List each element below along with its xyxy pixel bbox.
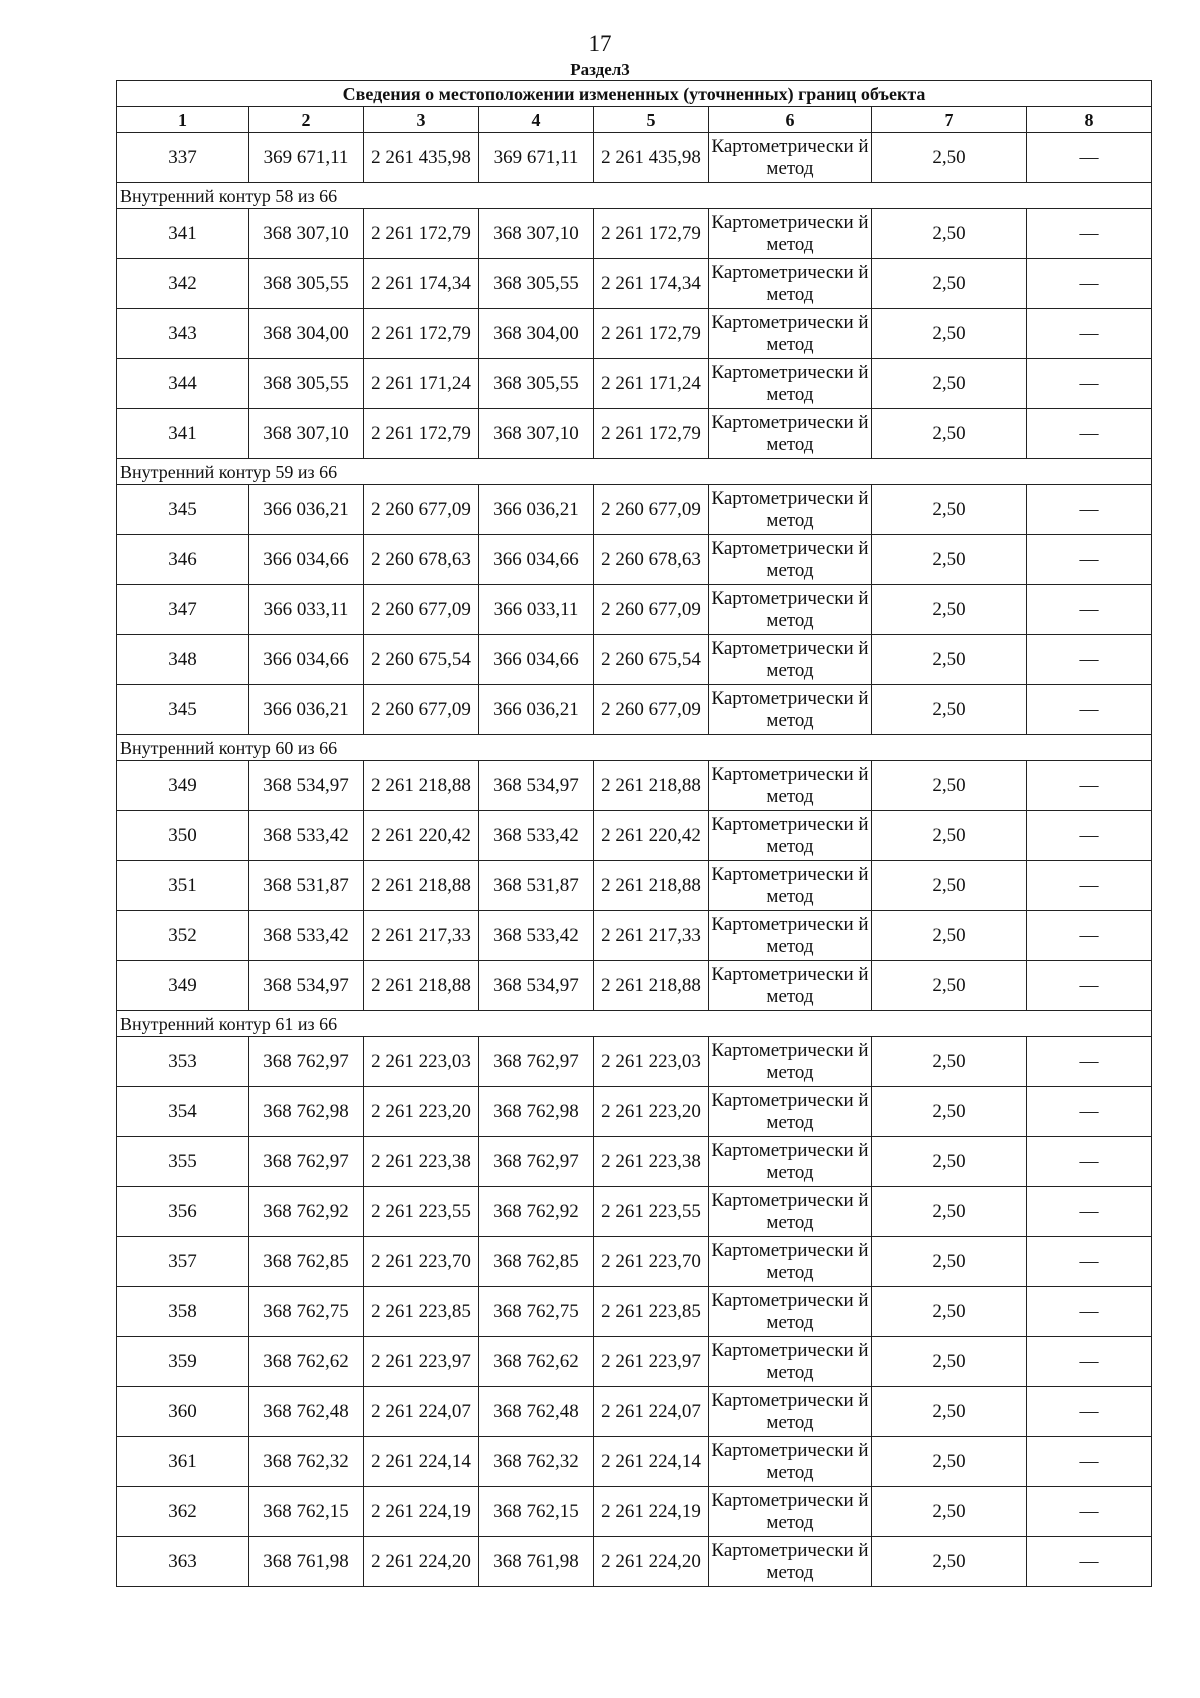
cell-method: Картометрически й метод (709, 535, 872, 585)
table-row (117, 259, 1152, 309)
cell-new-x: 368 762,97 (479, 1037, 594, 1087)
table-row (117, 1337, 1152, 1387)
cell-old-y: 2 260 678,63 (364, 535, 479, 585)
cell-new-x: 368 762,32 (479, 1437, 594, 1487)
cell-new-x: 366 034,66 (479, 535, 594, 585)
column-number: 1 (117, 107, 249, 133)
table-row (117, 1237, 1152, 1287)
cell-method: Картометрически й метод (709, 1237, 872, 1287)
cell-method: Картометрически й метод (709, 1187, 872, 1237)
cell-description: — (1027, 133, 1152, 183)
table-row (117, 409, 1152, 459)
cell-point-number: 358 (117, 1287, 249, 1337)
column-number: 2 (249, 107, 364, 133)
cell-description: — (1027, 811, 1152, 861)
cell-accuracy: 2,50 (872, 359, 1027, 409)
cell-old-y: 2 261 223,70 (364, 1237, 479, 1287)
table-row (117, 1087, 1152, 1137)
cell-description: — (1027, 259, 1152, 309)
cell-old-y: 2 261 223,03 (364, 1037, 479, 1087)
column-number: 5 (594, 107, 709, 133)
cell-point-number: 344 (117, 359, 249, 409)
cell-new-y: 2 261 223,03 (594, 1037, 709, 1087)
contour-header-row (117, 1011, 1152, 1037)
cell-description: — (1027, 635, 1152, 685)
cell-method: Картометрически й метод (709, 409, 872, 459)
cell-new-y: 2 261 217,33 (594, 911, 709, 961)
cell-method: Картометрически й метод (709, 359, 872, 409)
cell-method: Картометрически й метод (709, 1537, 872, 1587)
cell-new-y: 2 260 678,63 (594, 535, 709, 585)
table-body (117, 81, 1152, 1587)
cell-method: Картометрически й метод (709, 209, 872, 259)
cell-new-y: 2 261 218,88 (594, 761, 709, 811)
cell-old-y: 2 261 218,88 (364, 761, 479, 811)
cell-point-number: 341 (117, 409, 249, 459)
cell-new-x: 368 762,92 (479, 1187, 594, 1237)
cell-old-x: 368 762,97 (249, 1137, 364, 1187)
cell-new-x: 368 762,98 (479, 1087, 594, 1137)
cell-old-x: 368 762,48 (249, 1387, 364, 1437)
cell-method: Картометрически й метод (709, 1037, 872, 1087)
cell-accuracy: 2,50 (872, 811, 1027, 861)
cell-point-number: 354 (117, 1087, 249, 1137)
cell-new-y: 2 261 223,38 (594, 1137, 709, 1187)
table-row (117, 485, 1152, 535)
cell-point-number: 342 (117, 259, 249, 309)
cell-method: Картометрически й метод (709, 1437, 872, 1487)
cell-old-y: 2 261 435,98 (364, 133, 479, 183)
cell-description: — (1027, 1337, 1152, 1387)
cell-method: Картометрически й метод (709, 1487, 872, 1537)
cell-point-number: 360 (117, 1387, 249, 1437)
cell-old-x: 366 034,66 (249, 535, 364, 585)
cell-new-y: 2 261 224,07 (594, 1387, 709, 1437)
table-row (117, 359, 1152, 409)
cell-old-y: 2 261 220,42 (364, 811, 479, 861)
cell-old-y: 2 261 217,33 (364, 911, 479, 961)
table-row (117, 911, 1152, 961)
cell-new-x: 368 305,55 (479, 359, 594, 409)
cell-old-x: 368 761,98 (249, 1537, 364, 1587)
cell-old-y: 2 261 174,34 (364, 259, 479, 309)
contour-header-row (117, 459, 1152, 485)
column-number: 3 (364, 107, 479, 133)
cell-point-number: 362 (117, 1487, 249, 1537)
cell-accuracy: 2,50 (872, 685, 1027, 735)
cell-new-y: 2 261 223,55 (594, 1187, 709, 1237)
cell-old-y: 2 261 223,97 (364, 1337, 479, 1387)
cell-accuracy: 2,50 (872, 209, 1027, 259)
cell-point-number: 343 (117, 309, 249, 359)
column-number-row (117, 107, 1152, 133)
cell-old-x: 368 531,87 (249, 861, 364, 911)
cell-description: — (1027, 1537, 1152, 1587)
cell-old-x: 368 762,15 (249, 1487, 364, 1537)
cell-description: — (1027, 1287, 1152, 1337)
cell-new-y: 2 261 218,88 (594, 861, 709, 911)
cell-method: Картометрически й метод (709, 585, 872, 635)
cell-new-x: 366 036,21 (479, 485, 594, 535)
cell-old-y: 2 261 223,38 (364, 1137, 479, 1187)
cell-new-y: 2 261 171,24 (594, 359, 709, 409)
cell-method: Картометрически й метод (709, 1137, 872, 1187)
column-number: 4 (479, 107, 594, 133)
cell-new-x: 368 304,00 (479, 309, 594, 359)
cell-accuracy: 2,50 (872, 1187, 1027, 1237)
cell-old-x: 368 305,55 (249, 259, 364, 309)
cell-description: — (1027, 409, 1152, 459)
cell-description: — (1027, 535, 1152, 585)
cell-point-number: 356 (117, 1187, 249, 1237)
cell-old-x: 368 307,10 (249, 409, 364, 459)
cell-new-y: 2 260 677,09 (594, 685, 709, 735)
cell-new-x: 368 305,55 (479, 259, 594, 309)
cell-old-y: 2 261 224,20 (364, 1537, 479, 1587)
cell-new-x: 368 761,98 (479, 1537, 594, 1587)
cell-method: Картометрически й метод (709, 761, 872, 811)
cell-description: — (1027, 1037, 1152, 1087)
cell-old-x: 368 307,10 (249, 209, 364, 259)
cell-old-x: 366 034,66 (249, 635, 364, 685)
cell-old-y: 2 261 223,85 (364, 1287, 479, 1337)
contour-label: Внутренний контур 60 из 66 (117, 735, 1152, 761)
coordinates-table (116, 80, 1152, 1587)
cell-new-y: 2 261 223,85 (594, 1287, 709, 1337)
cell-point-number: 346 (117, 535, 249, 585)
cell-accuracy: 2,50 (872, 309, 1027, 359)
table-row (117, 1487, 1152, 1537)
cell-old-y: 2 260 677,09 (364, 585, 479, 635)
cell-old-y: 2 261 218,88 (364, 861, 479, 911)
cell-new-y: 2 261 220,42 (594, 811, 709, 861)
cell-old-x: 368 534,97 (249, 961, 364, 1011)
table-row (117, 761, 1152, 811)
cell-old-x: 369 671,11 (249, 133, 364, 183)
cell-description: — (1027, 961, 1152, 1011)
cell-point-number: 359 (117, 1337, 249, 1387)
cell-accuracy: 2,50 (872, 1537, 1027, 1587)
cell-accuracy: 2,50 (872, 911, 1027, 961)
table-row (117, 535, 1152, 585)
cell-new-x: 368 762,48 (479, 1387, 594, 1437)
cell-old-x: 368 533,42 (249, 811, 364, 861)
cell-old-x: 368 304,00 (249, 309, 364, 359)
column-number: 7 (872, 107, 1027, 133)
cell-description: — (1027, 911, 1152, 961)
cell-point-number: 345 (117, 685, 249, 735)
cell-method: Картометрически й метод (709, 685, 872, 735)
cell-method: Картометрически й метод (709, 133, 872, 183)
cell-new-x: 368 762,97 (479, 1137, 594, 1187)
cell-point-number: 349 (117, 961, 249, 1011)
cell-old-y: 2 261 172,79 (364, 409, 479, 459)
cell-description: — (1027, 1387, 1152, 1437)
cell-new-x: 368 762,85 (479, 1237, 594, 1287)
cell-description: — (1027, 585, 1152, 635)
cell-point-number: 353 (117, 1037, 249, 1087)
cell-old-y: 2 260 675,54 (364, 635, 479, 685)
cell-old-y: 2 261 171,24 (364, 359, 479, 409)
cell-point-number: 341 (117, 209, 249, 259)
cell-method: Картометрически й метод (709, 1387, 872, 1437)
cell-old-y: 2 261 218,88 (364, 961, 479, 1011)
column-number: 6 (709, 107, 872, 133)
cell-description: — (1027, 209, 1152, 259)
cell-new-x: 368 762,75 (479, 1287, 594, 1337)
cell-accuracy: 2,50 (872, 1437, 1027, 1487)
cell-new-y: 2 261 218,88 (594, 961, 709, 1011)
cell-old-x: 368 762,75 (249, 1287, 364, 1337)
cell-description: — (1027, 685, 1152, 735)
cell-method: Картометрически й метод (709, 485, 872, 535)
cell-old-x: 368 762,85 (249, 1237, 364, 1287)
cell-new-y: 2 261 223,97 (594, 1337, 709, 1387)
cell-point-number: 363 (117, 1537, 249, 1587)
cell-accuracy: 2,50 (872, 1287, 1027, 1337)
cell-accuracy: 2,50 (872, 409, 1027, 459)
cell-new-y: 2 260 675,54 (594, 635, 709, 685)
cell-accuracy: 2,50 (872, 761, 1027, 811)
table-row (117, 685, 1152, 735)
cell-new-y: 2 261 224,19 (594, 1487, 709, 1537)
table-row (117, 133, 1152, 183)
cell-new-y: 2 261 224,14 (594, 1437, 709, 1487)
cell-method: Картометрически й метод (709, 1287, 872, 1337)
cell-old-x: 368 534,97 (249, 761, 364, 811)
cell-new-x: 368 531,87 (479, 861, 594, 911)
cell-description: — (1027, 761, 1152, 811)
cell-new-x: 369 671,11 (479, 133, 594, 183)
cell-new-y: 2 261 435,98 (594, 133, 709, 183)
cell-new-x: 366 036,21 (479, 685, 594, 735)
table-row (117, 1287, 1152, 1337)
cell-new-y: 2 260 677,09 (594, 485, 709, 535)
cell-old-x: 368 762,92 (249, 1187, 364, 1237)
cell-accuracy: 2,50 (872, 485, 1027, 535)
cell-accuracy: 2,50 (872, 1387, 1027, 1437)
cell-point-number: 345 (117, 485, 249, 535)
cell-new-x: 368 533,42 (479, 811, 594, 861)
table-row (117, 1537, 1152, 1587)
table-row (117, 1187, 1152, 1237)
cell-new-y: 2 261 172,79 (594, 409, 709, 459)
cell-old-y: 2 261 223,55 (364, 1187, 479, 1237)
cell-point-number: 348 (117, 635, 249, 685)
cell-old-y: 2 261 224,14 (364, 1437, 479, 1487)
contour-header-row (117, 183, 1152, 209)
cell-old-y: 2 261 172,79 (364, 309, 479, 359)
cell-new-x: 368 307,10 (479, 209, 594, 259)
section-title: Раздел3 (570, 60, 630, 79)
cell-method: Картометрически й метод (709, 259, 872, 309)
cell-old-x: 366 033,11 (249, 585, 364, 635)
cell-method: Картометрически й метод (709, 309, 872, 359)
contour-header-row (117, 735, 1152, 761)
cell-old-y: 2 260 677,09 (364, 485, 479, 535)
cell-new-x: 366 033,11 (479, 585, 594, 635)
cell-point-number: 349 (117, 761, 249, 811)
cell-description: — (1027, 309, 1152, 359)
cell-old-y: 2 261 224,19 (364, 1487, 479, 1537)
table-row (117, 209, 1152, 259)
cell-old-y: 2 260 677,09 (364, 685, 479, 735)
cell-point-number: 351 (117, 861, 249, 911)
cell-method: Картометрически й метод (709, 635, 872, 685)
cell-accuracy: 2,50 (872, 1037, 1027, 1087)
cell-new-x: 366 034,66 (479, 635, 594, 685)
cell-new-y: 2 261 224,20 (594, 1537, 709, 1587)
cell-point-number: 361 (117, 1437, 249, 1487)
cell-description: — (1027, 1137, 1152, 1187)
cell-old-x: 368 762,32 (249, 1437, 364, 1487)
cell-accuracy: 2,50 (872, 1237, 1027, 1287)
cell-method: Картометрически й метод (709, 961, 872, 1011)
cell-accuracy: 2,50 (872, 861, 1027, 911)
cell-new-x: 368 534,97 (479, 761, 594, 811)
cell-description: — (1027, 861, 1152, 911)
contour-label: Внутренний контур 59 из 66 (117, 459, 1152, 485)
table-row (117, 309, 1152, 359)
cell-old-y: 2 261 224,07 (364, 1387, 479, 1437)
page-number: 17 (588, 31, 612, 56)
cell-old-y: 2 261 223,20 (364, 1087, 479, 1137)
cell-method: Картометрически й метод (709, 861, 872, 911)
cell-point-number: 357 (117, 1237, 249, 1287)
cell-point-number: 350 (117, 811, 249, 861)
cell-new-x: 368 533,42 (479, 911, 594, 961)
cell-point-number: 337 (117, 133, 249, 183)
cell-accuracy: 2,50 (872, 1137, 1027, 1187)
table-row (117, 585, 1152, 635)
cell-accuracy: 2,50 (872, 1487, 1027, 1537)
table-row (117, 811, 1152, 861)
cell-point-number: 347 (117, 585, 249, 635)
cell-old-x: 368 533,42 (249, 911, 364, 961)
cell-new-x: 368 307,10 (479, 409, 594, 459)
cell-new-y: 2 260 677,09 (594, 585, 709, 635)
cell-description: — (1027, 1187, 1152, 1237)
cell-description: — (1027, 1087, 1152, 1137)
cell-description: — (1027, 1437, 1152, 1487)
cell-new-x: 368 534,97 (479, 961, 594, 1011)
cell-old-x: 368 762,98 (249, 1087, 364, 1137)
cell-method: Картометрически й метод (709, 811, 872, 861)
cell-old-x: 366 036,21 (249, 685, 364, 735)
cell-new-x: 368 762,15 (479, 1487, 594, 1537)
table-row (117, 635, 1152, 685)
cell-method: Картометрически й метод (709, 1337, 872, 1387)
cell-description: — (1027, 359, 1152, 409)
cell-new-y: 2 261 223,70 (594, 1237, 709, 1287)
cell-accuracy: 2,50 (872, 635, 1027, 685)
cell-accuracy: 2,50 (872, 585, 1027, 635)
cell-new-x: 368 762,62 (479, 1337, 594, 1387)
column-number: 8 (1027, 107, 1152, 133)
cell-old-x: 368 762,62 (249, 1337, 364, 1387)
table-row (117, 1037, 1152, 1087)
cell-old-x: 368 305,55 (249, 359, 364, 409)
contour-label: Внутренний контур 61 из 66 (117, 1011, 1152, 1037)
table-row (117, 961, 1152, 1011)
cell-description: — (1027, 1487, 1152, 1537)
cell-new-y: 2 261 223,20 (594, 1087, 709, 1137)
table-row (117, 1387, 1152, 1437)
cell-accuracy: 2,50 (872, 1337, 1027, 1387)
cell-new-y: 2 261 174,34 (594, 259, 709, 309)
cell-method: Картометрически й метод (709, 1087, 872, 1137)
table-caption: Сведения о местоположении измененных (уточненных) границ объекта (117, 81, 1152, 107)
cell-point-number: 352 (117, 911, 249, 961)
table-row (117, 1437, 1152, 1487)
cell-old-x: 366 036,21 (249, 485, 364, 535)
contour-label: Внутренний контур 58 из 66 (117, 183, 1152, 209)
table-row (117, 861, 1152, 911)
cell-description: — (1027, 485, 1152, 535)
cell-accuracy: 2,50 (872, 1087, 1027, 1137)
table-row (117, 1137, 1152, 1187)
cell-accuracy: 2,50 (872, 961, 1027, 1011)
cell-old-x: 368 762,97 (249, 1037, 364, 1087)
table-caption-row (117, 81, 1152, 107)
cell-accuracy: 2,50 (872, 259, 1027, 309)
cell-new-y: 2 261 172,79 (594, 309, 709, 359)
cell-accuracy: 2,50 (872, 535, 1027, 585)
cell-method: Картометрически й метод (709, 911, 872, 961)
cell-description: — (1027, 1237, 1152, 1287)
cell-point-number: 355 (117, 1137, 249, 1187)
cell-accuracy: 2,50 (872, 133, 1027, 183)
cell-new-y: 2 261 172,79 (594, 209, 709, 259)
cell-old-y: 2 261 172,79 (364, 209, 479, 259)
